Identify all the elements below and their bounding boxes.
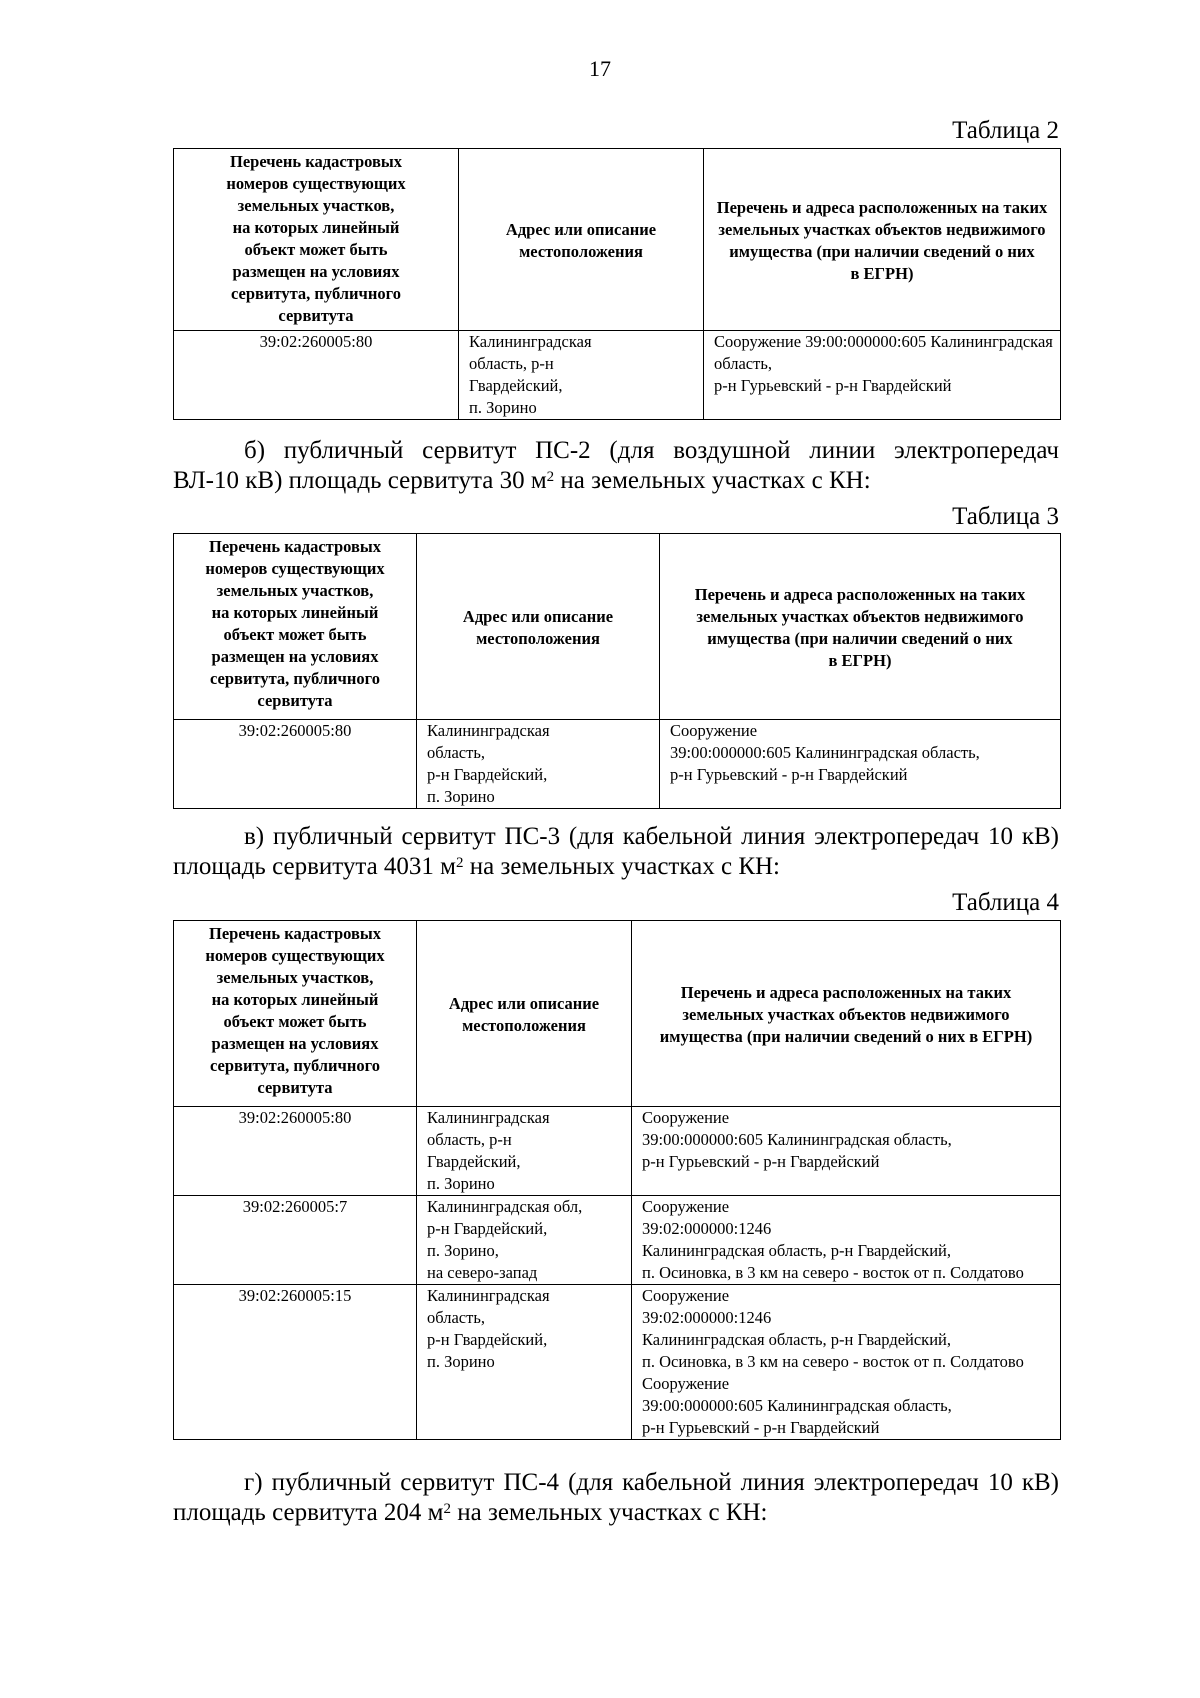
- cadastral-number-cell: 39:02:260005:15: [174, 1285, 417, 1440]
- header-line: местоположения: [462, 1015, 586, 1035]
- header-line: Адрес или описание: [462, 606, 614, 626]
- object-line: Сооружение: [642, 1374, 730, 1393]
- address-line: область,: [427, 1308, 485, 1327]
- cadastral-number-cell: 39:02:260005:80: [174, 1107, 417, 1196]
- header-line: местоположения: [519, 241, 643, 261]
- header-line: Перечень кадастровых: [208, 537, 382, 556]
- header-line: Перечень и адреса расположенных на таких: [694, 584, 1026, 604]
- address-cell: [417, 1285, 632, 1440]
- header-line: сервитута, публичного: [231, 284, 401, 303]
- header-line: объект может быть: [244, 240, 388, 259]
- address-line: п. Зорино: [427, 1174, 495, 1193]
- header-line: объект может быть: [223, 1012, 367, 1031]
- header-line: номеров существующих: [205, 946, 385, 965]
- address-line: р-н Гвардейский,: [427, 1219, 548, 1238]
- header-line: в ЕГРН): [850, 263, 914, 283]
- paragraph-g: [173, 1468, 1059, 1528]
- header-line: сервитута, публичного: [210, 1056, 380, 1075]
- paragraph-g-line1: г) публичный сервитут ПС-4 (для кабельной линия электропередач 10 кВ): [244, 1469, 1059, 1496]
- address-line: Калининградская обл,: [427, 1197, 583, 1216]
- objects-cell: [632, 1285, 1061, 1440]
- paragraph-g-line2: площадь сервитута 204 $м^2$ на земельных участках с КН:: [173, 1499, 768, 1526]
- header-line: размещен на условиях: [211, 1034, 379, 1053]
- header-line: Перечень кадастровых: [229, 152, 403, 171]
- address-line: п. Зорино: [427, 1352, 495, 1371]
- paragraph-b: [173, 436, 1059, 496]
- page-number: 17: [589, 56, 611, 81]
- address-line: Калининградская: [427, 1286, 550, 1305]
- table3-caption: Таблица 3: [952, 503, 1059, 530]
- address-line: р-н Гвардейский,: [427, 1330, 548, 1349]
- address-line: Калининградская: [427, 1108, 550, 1127]
- paragraph-v-line1: в) публичный сервитут ПС-3 (для кабельной линия электропередач 10 кВ): [244, 823, 1059, 850]
- address-line: Калининградская: [469, 332, 592, 351]
- header-line: земельных участках объектов недвижимого: [696, 606, 1024, 626]
- address-line: на северо-запад: [427, 1263, 538, 1282]
- header-cadastral-numbers: [174, 534, 417, 720]
- header-line: сервитута: [257, 1078, 333, 1097]
- address-line: область, р-н: [427, 1130, 512, 1149]
- address-line: п. Зорино,: [427, 1241, 499, 1260]
- header-line: Перечень и адреса расположенных на таких: [716, 197, 1048, 217]
- header-line: размещен на условиях: [232, 262, 400, 281]
- objects-cell: [632, 1196, 1061, 1285]
- table4-caption: Таблица 4: [952, 889, 1059, 916]
- table-row: [174, 1285, 1061, 1440]
- table2-caption: Таблица 2: [952, 117, 1059, 144]
- header-objects: [704, 149, 1061, 331]
- object-line: Сооружение: [670, 721, 758, 740]
- header-line: Адрес или описание: [505, 219, 657, 239]
- address-line: р-н Гвардейский,: [427, 765, 548, 784]
- object-line: Калининградская область, р-н Гвардейский,: [642, 1330, 951, 1349]
- address-line: Гвардейский,: [427, 1152, 521, 1171]
- object-line: р-н Гурьевский - р-н Гвардейский: [670, 765, 908, 784]
- object-line: р-н Гурьевский - р-н Гвардейский: [714, 376, 952, 395]
- header-line: на которых линейный: [211, 990, 379, 1009]
- header-line: имущества (при наличии сведений о них в ЕГРН): [659, 1026, 1033, 1046]
- cadastral-number-cell: 39:02:260005:80: [174, 331, 459, 420]
- object-line: Сооружение: [642, 1286, 730, 1305]
- objects-cell: [632, 1107, 1061, 1196]
- address-cell: [459, 331, 704, 420]
- header-line: Перечень кадастровых: [208, 924, 382, 943]
- header-line: местоположения: [476, 628, 600, 648]
- header-line: имущества (при наличии сведений о них: [729, 241, 1035, 261]
- header-line: объект может быть: [223, 625, 367, 644]
- header-line: имущества (при наличии сведений о них: [707, 628, 1013, 648]
- header-line: Адрес или описание: [448, 993, 600, 1013]
- header-line: сервитута, публичного: [210, 669, 380, 688]
- address-line: область,: [427, 743, 485, 762]
- header-line: земельных участков,: [216, 581, 374, 600]
- header-address: [459, 149, 704, 331]
- table-row: [174, 1196, 1061, 1285]
- header-line: сервитута: [257, 691, 333, 710]
- object-line: 39:00:000000:605 Калининградская область,: [642, 1130, 952, 1149]
- table-row: [174, 331, 1061, 420]
- object-line: Калининградская область, р-н Гвардейский,: [642, 1241, 951, 1260]
- address-line: п. Зорино: [469, 398, 537, 417]
- object-line: Сооружение: [642, 1197, 730, 1216]
- header-objects: [632, 921, 1061, 1107]
- header-line: земельных участков,: [237, 196, 395, 215]
- object-line: 39:02:000000:1246: [642, 1308, 772, 1327]
- header-line: номеров существующих: [205, 559, 385, 578]
- object-line: Сооружение 39:00:000000:605 Калининградская: [714, 332, 1053, 351]
- paragraph-v: [173, 822, 1059, 882]
- header-address: [417, 534, 660, 720]
- address-line: п. Зорино: [427, 787, 495, 806]
- objects-cell: [660, 720, 1061, 809]
- address-cell: [417, 1196, 632, 1285]
- header-cadastral-numbers: [174, 921, 417, 1107]
- paragraph-v-line2: площадь сервитута 4031 $м^2$ на земельных участках с КН:: [173, 853, 780, 880]
- header-line: земельных участках объектов недвижимого: [718, 219, 1046, 239]
- header-line: на которых линейный: [232, 218, 400, 237]
- table2: [173, 148, 1061, 420]
- header-line: земельных участков,: [216, 968, 374, 987]
- cadastral-number-cell: 39:02:260005:7: [174, 1196, 417, 1285]
- address-cell: [417, 1107, 632, 1196]
- object-line: р-н Гурьевский - р-н Гвардейский: [642, 1418, 880, 1437]
- header-cadastral-numbers: [174, 149, 459, 331]
- objects-cell: [704, 331, 1061, 420]
- table-row: [174, 720, 1061, 809]
- header-line: размещен на условиях: [211, 647, 379, 666]
- header-line: на которых линейный: [211, 603, 379, 622]
- cadastral-number-cell: 39:02:260005:80: [174, 720, 417, 809]
- table-row: [174, 1107, 1061, 1196]
- address-cell: [417, 720, 660, 809]
- object-line: Сооружение: [642, 1108, 730, 1127]
- header-line: номеров существующих: [226, 174, 406, 193]
- paragraph-b-line1: б) публичный сервитут ПС-2 (для воздушной линии электропередач: [244, 437, 1059, 464]
- address-line: Гвардейский,: [469, 376, 563, 395]
- object-line: п. Осиновка, в 3 км на северо - восток от п. Солдатово: [642, 1263, 1024, 1282]
- object-line: 39:00:000000:605 Калининградская область,: [642, 1396, 952, 1415]
- header-line: земельных участках объектов недвижимого: [682, 1004, 1010, 1024]
- address-line: Калининградская: [427, 721, 550, 740]
- object-line: 39:02:000000:1246: [642, 1219, 772, 1238]
- address-line: область, р-н: [469, 354, 554, 373]
- table4: [173, 920, 1061, 1440]
- object-line: 39:00:000000:605 Калининградская область,: [670, 743, 980, 762]
- header-line: Перечень и адреса расположенных на таких: [680, 982, 1012, 1002]
- header-line: в ЕГРН): [828, 650, 892, 670]
- object-line: область,: [714, 354, 772, 373]
- table3: [173, 533, 1061, 809]
- paragraph-b-line2: ВЛ-10 кВ) площадь сервитута 30 $м^2$ на земельных участках с КН:: [173, 467, 871, 494]
- header-objects: [660, 534, 1061, 720]
- object-line: п. Осиновка, в 3 км на северо - восток от п. Солдатово: [642, 1352, 1024, 1371]
- object-line: р-н Гурьевский - р-н Гвардейский: [642, 1152, 880, 1171]
- header-address: [417, 921, 632, 1107]
- header-line: сервитута: [278, 306, 354, 325]
